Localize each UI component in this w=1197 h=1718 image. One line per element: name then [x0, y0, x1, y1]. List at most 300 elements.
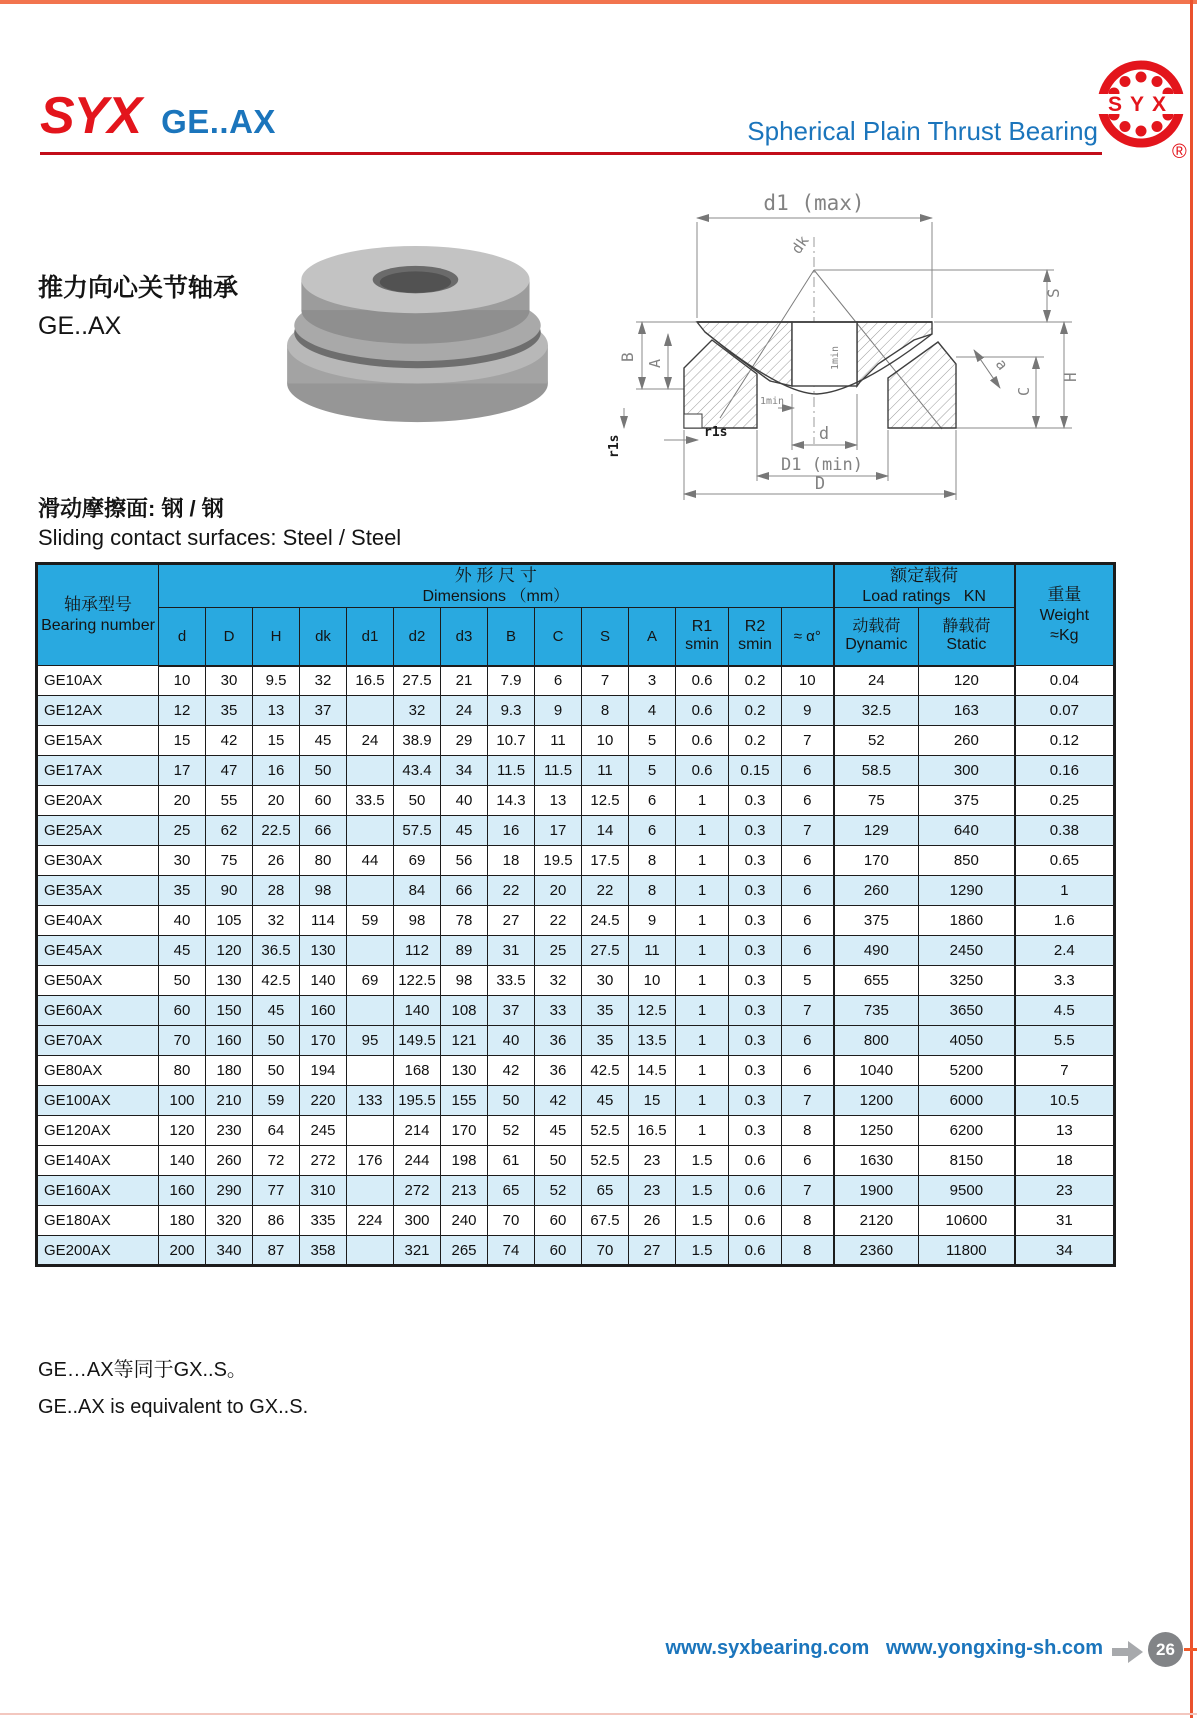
col-header-bearing-number: 轴承型号 Bearing number	[37, 564, 159, 666]
product-title-zh: 推力向心关节轴承	[38, 274, 239, 302]
value-cell: 224	[347, 1206, 394, 1236]
value-cell: 50	[253, 1056, 300, 1086]
value-cell: 195.5	[394, 1086, 441, 1116]
value-cell: 40	[441, 786, 488, 816]
value-cell: 1	[676, 936, 729, 966]
dim-label-d1min: D1 (min)	[781, 455, 863, 475]
value-cell: 55	[206, 786, 253, 816]
value-cell: 61	[488, 1146, 535, 1176]
value-cell: 1	[676, 786, 729, 816]
value-cell: 60	[300, 786, 347, 816]
value-cell: 65	[582, 1176, 629, 1206]
value-cell: 6	[782, 906, 834, 936]
value-cell: 50	[300, 756, 347, 786]
value-cell: 655	[834, 966, 919, 996]
logo-text: SYX	[1107, 93, 1175, 116]
value-cell: 0.3	[729, 996, 782, 1026]
value-cell: 17	[159, 756, 206, 786]
value-cell: 31	[1015, 1206, 1115, 1236]
value-cell: 0.6	[729, 1236, 782, 1266]
value-cell: 0.15	[729, 756, 782, 786]
value-cell: 149.5	[394, 1026, 441, 1056]
value-cell: 1900	[834, 1176, 919, 1206]
value-cell: 84	[394, 876, 441, 906]
value-cell: 20	[159, 786, 206, 816]
value-cell: 2360	[834, 1236, 919, 1266]
col-header-weight: 重量 Weight ≈Kg	[1015, 564, 1115, 666]
value-cell: 98	[394, 906, 441, 936]
value-cell: 45	[159, 936, 206, 966]
table-row	[37, 876, 1115, 906]
value-cell: 6	[629, 816, 676, 846]
value-cell: 5	[782, 966, 834, 996]
value-cell: 163	[919, 696, 1015, 726]
value-cell: 33.5	[347, 786, 394, 816]
bearing-number-cell: GE12AX	[37, 696, 159, 726]
value-cell: 105	[206, 906, 253, 936]
value-cell: 3250	[919, 966, 1015, 996]
value-cell: 160	[300, 996, 347, 1026]
value-cell: 9	[629, 906, 676, 936]
value-cell: 1	[676, 876, 729, 906]
value-cell	[347, 876, 394, 906]
value-cell: 50	[394, 786, 441, 816]
value-cell: 9500	[919, 1176, 1015, 1206]
footer-accent-line	[1184, 1648, 1197, 1651]
note-zh: GE…AX等同于GX..S。	[38, 1359, 247, 1381]
col-header-d2: d2	[394, 608, 441, 666]
value-cell: 36	[535, 1026, 582, 1056]
value-cell: 0.3	[729, 1116, 782, 1146]
col-header-D: D	[206, 608, 253, 666]
value-cell: 87	[253, 1236, 300, 1266]
value-cell: 0.6	[729, 1206, 782, 1236]
value-cell: 14.3	[488, 786, 535, 816]
value-cell: 22	[535, 906, 582, 936]
value-cell: 90	[206, 876, 253, 906]
table-row	[37, 786, 1115, 816]
value-cell: 14	[582, 816, 629, 846]
table-row	[37, 996, 1115, 1026]
value-cell: 30	[206, 666, 253, 696]
bearing-number-cell: GE200AX	[37, 1236, 159, 1266]
value-cell: 36	[535, 1056, 582, 1086]
value-cell: 52	[535, 1176, 582, 1206]
value-cell: 7.9	[488, 666, 535, 696]
value-cell: 112	[394, 936, 441, 966]
value-cell: 95	[347, 1026, 394, 1056]
value-cell: 8	[782, 1236, 834, 1266]
value-cell: 6	[782, 1026, 834, 1056]
value-cell: 0.3	[729, 816, 782, 846]
value-cell: 6	[782, 786, 834, 816]
brand-logo	[1096, 58, 1190, 164]
value-cell: 198	[441, 1146, 488, 1176]
value-cell: 5.5	[1015, 1026, 1115, 1056]
table-row	[37, 1086, 1115, 1116]
value-cell: 0.6	[729, 1176, 782, 1206]
value-cell: 0.16	[1015, 756, 1115, 786]
value-cell: 2450	[919, 936, 1015, 966]
col-header-dynamic: 动载荷 Dynamic	[834, 608, 919, 666]
header	[40, 86, 276, 146]
value-cell: 1	[676, 1086, 729, 1116]
value-cell: 43.4	[394, 756, 441, 786]
footer-urls	[0, 1637, 1103, 1660]
value-cell: 6	[782, 936, 834, 966]
value-cell: 180	[206, 1056, 253, 1086]
value-cell: 10	[782, 666, 834, 696]
value-cell: 80	[300, 846, 347, 876]
value-cell: 14.5	[629, 1056, 676, 1086]
col-group-load-ratings: 额定载荷 Load ratings KN	[834, 564, 1015, 608]
value-cell: 65	[488, 1176, 535, 1206]
value-cell: 0.04	[1015, 666, 1115, 696]
value-cell: 35	[582, 996, 629, 1026]
value-cell: 260	[834, 876, 919, 906]
value-cell: 272	[300, 1146, 347, 1176]
value-cell: 5	[629, 756, 676, 786]
bearing-number-cell: GE100AX	[37, 1086, 159, 1116]
header-divider	[40, 152, 1102, 155]
value-cell: 3650	[919, 996, 1015, 1026]
value-cell: 0.65	[1015, 846, 1115, 876]
page-number-badge: 26	[1148, 1632, 1183, 1667]
value-cell: 34	[441, 756, 488, 786]
value-cell: 70	[159, 1026, 206, 1056]
value-cell: 6	[629, 786, 676, 816]
value-cell: 130	[206, 966, 253, 996]
value-cell: 265	[441, 1236, 488, 1266]
value-cell: 168	[394, 1056, 441, 1086]
value-cell: 86	[253, 1206, 300, 1236]
col-header-d: d	[159, 608, 206, 666]
value-cell: 245	[300, 1116, 347, 1146]
value-cell: 100	[159, 1086, 206, 1116]
value-cell: 180	[159, 1206, 206, 1236]
value-cell: 59	[253, 1086, 300, 1116]
table-row	[37, 936, 1115, 966]
value-cell: 4050	[919, 1026, 1015, 1056]
value-cell: 272	[394, 1176, 441, 1206]
value-cell: 26	[629, 1206, 676, 1236]
value-cell: 13	[253, 696, 300, 726]
value-cell: 8	[629, 876, 676, 906]
value-cell: 23	[629, 1176, 676, 1206]
dim-label-d1max: d1 (max)	[763, 191, 865, 215]
value-cell: 11800	[919, 1236, 1015, 1266]
dim-label-b: B	[618, 352, 637, 362]
value-cell: 21	[441, 666, 488, 696]
value-cell: 0.3	[729, 936, 782, 966]
dim-label-h: H	[1061, 372, 1080, 382]
next-page-arrow-icon	[1112, 1640, 1144, 1664]
value-cell: 33.5	[488, 966, 535, 996]
value-cell: 70	[582, 1236, 629, 1266]
value-cell: 78	[441, 906, 488, 936]
value-cell: 22	[582, 876, 629, 906]
table-row	[37, 726, 1115, 756]
value-cell: 30	[582, 966, 629, 996]
dim-label-a: A	[646, 358, 664, 368]
col-header-B: B	[488, 608, 535, 666]
value-cell: 23	[629, 1146, 676, 1176]
value-cell: 9	[535, 696, 582, 726]
value-cell: 32	[535, 966, 582, 996]
value-cell: 6	[782, 1146, 834, 1176]
value-cell	[347, 1116, 394, 1146]
value-cell: 50	[535, 1146, 582, 1176]
value-cell: 358	[300, 1236, 347, 1266]
value-cell: 640	[919, 816, 1015, 846]
value-cell: 45	[253, 996, 300, 1026]
value-cell: 24	[347, 726, 394, 756]
dim-label-d: d	[818, 424, 830, 444]
value-cell: 230	[206, 1116, 253, 1146]
col-header-static: 静载荷 Static	[919, 608, 1015, 666]
value-cell: 1200	[834, 1086, 919, 1116]
table-row	[37, 756, 1115, 786]
value-cell: 0.3	[729, 1086, 782, 1116]
value-cell: 37	[488, 996, 535, 1026]
website-link-1[interactable]: www.syxbearing.com	[665, 1637, 870, 1659]
value-cell: 310	[300, 1176, 347, 1206]
value-cell: 2.4	[1015, 936, 1115, 966]
value-cell: 18	[488, 846, 535, 876]
value-cell: 140	[300, 966, 347, 996]
product-subtitle: Spherical Plain Thrust Bearing	[747, 116, 1098, 146]
value-cell: 340	[206, 1236, 253, 1266]
value-cell: 58.5	[834, 756, 919, 786]
value-cell: 32	[253, 906, 300, 936]
value-cell: 7	[1015, 1056, 1115, 1086]
value-cell: 35	[159, 876, 206, 906]
col-group-dimensions: 外 形 尺 寸 Dimensions （mm）	[159, 564, 834, 608]
value-cell: 1.5	[676, 1176, 729, 1206]
website-link-2[interactable]: www.yongxing-sh.com	[885, 1637, 1103, 1659]
value-cell: 1.5	[676, 1236, 729, 1266]
bearing-number-cell: GE10AX	[37, 666, 159, 696]
value-cell: 130	[441, 1056, 488, 1086]
surfaces-block	[38, 494, 401, 552]
value-cell: 50	[253, 1026, 300, 1056]
value-cell: 11	[629, 936, 676, 966]
value-cell: 214	[394, 1116, 441, 1146]
col-header-C: C	[535, 608, 582, 666]
value-cell: 240	[441, 1206, 488, 1236]
value-cell: 6	[782, 846, 834, 876]
series-model: GE..AX	[161, 103, 276, 140]
value-cell: 120	[919, 666, 1015, 696]
value-cell: 140	[159, 1146, 206, 1176]
value-cell: 9.5	[253, 666, 300, 696]
value-cell	[347, 996, 394, 1026]
value-cell: 0.6	[676, 666, 729, 696]
value-cell: 170	[441, 1116, 488, 1146]
value-cell: 170	[834, 846, 919, 876]
value-cell	[347, 1176, 394, 1206]
value-cell: 375	[834, 906, 919, 936]
table-row	[37, 1206, 1115, 1236]
value-cell: 69	[394, 846, 441, 876]
value-cell: 23	[1015, 1176, 1115, 1206]
value-cell: 19.5	[535, 846, 582, 876]
value-cell: 56	[441, 846, 488, 876]
value-cell: 0.2	[729, 666, 782, 696]
value-cell: 0.6	[676, 696, 729, 726]
value-cell: 35	[206, 696, 253, 726]
value-cell: 244	[394, 1146, 441, 1176]
value-cell: 26	[253, 846, 300, 876]
value-cell: 77	[253, 1176, 300, 1206]
value-cell: 1	[676, 816, 729, 846]
value-cell: 1	[676, 1026, 729, 1056]
value-cell: 1.6	[1015, 906, 1115, 936]
value-cell: 16	[253, 756, 300, 786]
value-cell: 8	[782, 1116, 834, 1146]
value-cell: 27.5	[394, 666, 441, 696]
value-cell: 25	[535, 936, 582, 966]
value-cell: 24.5	[582, 906, 629, 936]
bearing-number-cell: GE20AX	[37, 786, 159, 816]
value-cell: 170	[300, 1026, 347, 1056]
value-cell: 8	[582, 696, 629, 726]
spec-table-body	[37, 666, 1115, 1266]
value-cell: 122.5	[394, 966, 441, 996]
value-cell: 66	[441, 876, 488, 906]
value-cell: 133	[347, 1086, 394, 1116]
value-cell: 4.5	[1015, 996, 1115, 1026]
value-cell: 16.5	[629, 1116, 676, 1146]
value-cell: 1.5	[676, 1146, 729, 1176]
intro-block	[38, 270, 238, 345]
value-cell: 176	[347, 1146, 394, 1176]
value-cell: 1	[676, 1116, 729, 1146]
table-row	[37, 1026, 1115, 1056]
spec-table	[35, 562, 1116, 1267]
col-header-d1: d1	[347, 608, 394, 666]
value-cell: 0.3	[729, 786, 782, 816]
value-cell: 0.3	[729, 1056, 782, 1086]
value-cell: 320	[206, 1206, 253, 1236]
value-cell: 7	[782, 996, 834, 1026]
bearing-number-cell: GE40AX	[37, 906, 159, 936]
value-cell: 42	[488, 1056, 535, 1086]
value-cell: 0.3	[729, 1026, 782, 1056]
bearing-photo	[280, 230, 555, 430]
value-cell: 1290	[919, 876, 1015, 906]
value-cell: 10600	[919, 1206, 1015, 1236]
value-cell: 67.5	[582, 1206, 629, 1236]
value-cell: 40	[488, 1026, 535, 1056]
value-cell: 11	[535, 726, 582, 756]
bearing-number-cell: GE160AX	[37, 1176, 159, 1206]
notes-block	[38, 1352, 308, 1426]
dim-label-s: S	[1044, 288, 1063, 298]
value-cell: 24	[834, 666, 919, 696]
value-cell: 18	[1015, 1146, 1115, 1176]
value-cell: 17	[535, 816, 582, 846]
value-cell: 13	[1015, 1116, 1115, 1146]
value-cell: 89	[441, 936, 488, 966]
value-cell: 7	[582, 666, 629, 696]
table-row	[37, 1146, 1115, 1176]
table-row	[37, 666, 1115, 696]
value-cell: 47	[206, 756, 253, 786]
value-cell: 27	[488, 906, 535, 936]
value-cell: 6	[782, 756, 834, 786]
value-cell: 3.3	[1015, 966, 1115, 996]
value-cell: 98	[441, 966, 488, 996]
value-cell: 52.5	[582, 1146, 629, 1176]
value-cell: 32	[300, 666, 347, 696]
value-cell: 66	[300, 816, 347, 846]
dim-label-alpha: a	[991, 355, 1012, 374]
value-cell: 0.38	[1015, 816, 1115, 846]
bearing-number-cell: GE25AX	[37, 816, 159, 846]
technical-drawing	[602, 182, 1080, 500]
value-cell: 1	[1015, 876, 1115, 906]
value-cell: 1860	[919, 906, 1015, 936]
dim-label-1min-vertical: 1min	[830, 345, 841, 370]
value-cell: 80	[159, 1056, 206, 1086]
value-cell: 0.2	[729, 696, 782, 726]
value-cell: 45	[582, 1086, 629, 1116]
value-cell: 11	[582, 756, 629, 786]
value-cell: 33	[535, 996, 582, 1026]
value-cell: 74	[488, 1236, 535, 1266]
col-header-A: A	[629, 608, 676, 666]
table-row	[37, 1176, 1115, 1206]
value-cell: 50	[488, 1086, 535, 1116]
value-cell: 25	[159, 816, 206, 846]
value-cell: 12	[159, 696, 206, 726]
value-cell: 6	[782, 876, 834, 906]
value-cell: 8150	[919, 1146, 1015, 1176]
value-cell: 52.5	[582, 1116, 629, 1146]
value-cell: 60	[535, 1236, 582, 1266]
value-cell: 12.5	[629, 996, 676, 1026]
value-cell: 130	[300, 936, 347, 966]
value-cell: 52	[834, 726, 919, 756]
value-cell: 27.5	[582, 936, 629, 966]
value-cell: 150	[206, 996, 253, 1026]
col-header-alpha: ≈ α°	[782, 608, 834, 666]
value-cell: 12.5	[582, 786, 629, 816]
page-bottom-border	[0, 1713, 1197, 1715]
value-cell: 213	[441, 1176, 488, 1206]
table-row	[37, 696, 1115, 726]
value-cell: 60	[535, 1206, 582, 1236]
value-cell: 7	[782, 1176, 834, 1206]
value-cell: 490	[834, 936, 919, 966]
value-cell: 38.9	[394, 726, 441, 756]
col-header-d3: d3	[441, 608, 488, 666]
value-cell: 0.12	[1015, 726, 1115, 756]
value-cell: 4	[629, 696, 676, 726]
value-cell: 22	[488, 876, 535, 906]
value-cell: 0.6	[676, 726, 729, 756]
value-cell: 800	[834, 1026, 919, 1056]
value-cell: 69	[347, 966, 394, 996]
value-cell: 75	[834, 786, 919, 816]
value-cell: 194	[300, 1056, 347, 1086]
value-cell: 11.5	[488, 756, 535, 786]
value-cell: 140	[394, 996, 441, 1026]
value-cell: 28	[253, 876, 300, 906]
value-cell: 35	[582, 1026, 629, 1056]
value-cell: 1	[676, 906, 729, 936]
